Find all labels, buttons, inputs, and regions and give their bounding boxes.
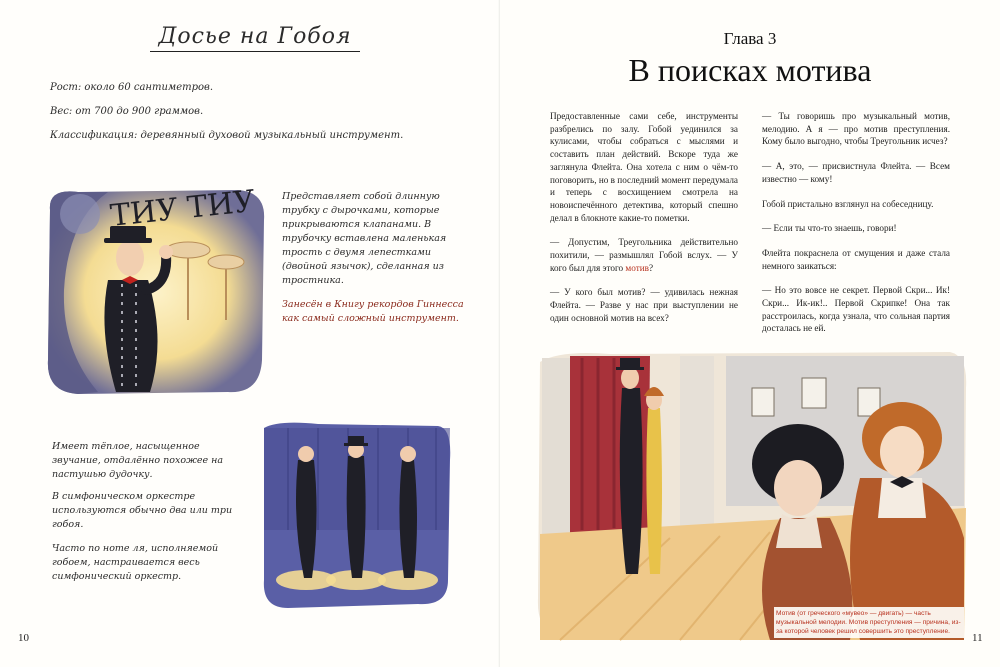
fact-classification: Классификация: деревянный духовой музыкальный инструмент. — [50, 130, 404, 141]
paragraph: — Если ты что-то знаешь, говори! — [762, 223, 897, 234]
right-page — [500, 0, 1000, 667]
paragraph: Предоставленные сами себе, инструменты разбрелись по залу. Гобой уединился за кулисами, чтобы собраться с мыслями и составить план действий. Вскоре туда же заглянула Флейта. Она хотела с ним о чём-то поговорить, но в последний момент передумала и теперь с восхищением смотрела на новоиспечённого детектива, который спешно делал в блокноте какие-то пометки. — [550, 111, 738, 223]
paragraph: — У кого был мотив? — удивилась нежная Флейта. — Разве у нас при выступлении не один основной мотив на всех? — [550, 287, 738, 323]
footnote-motive-definition: Мотив (от греческого «мувео» — двигать) — часть музыкальной мелодии. Мотив преступления — причина, из-за которой человек решил совершить это преступление. — [774, 607, 964, 638]
page-number-right: 11 — [972, 632, 983, 644]
chapter-title: В поисках мотива — [628, 52, 872, 88]
note-orchestra: В симфоническом оркестре используются обычно два или три гобоя. — [52, 491, 233, 530]
paragraph: Флейта покраснела от смущения и даже стала немного заикаться: — [762, 247, 950, 271]
paragraph: — А, это, — присвистнула Флейта. — Всем известно — кому! — [762, 161, 950, 184]
chapter-label: Глава 3 — [723, 29, 777, 48]
fact-height: Рост: около 60 сантиметров. — [50, 82, 214, 93]
three-oboes-illustration — [258, 420, 454, 610]
motive-highlight: мотив — [625, 262, 649, 273]
text-column-1 — [550, 110, 738, 337]
paragraph: — Допустим, Треугольника действительно похитили, — размышлял Гобой вслух. — У кого был для этого мотив? — [550, 237, 738, 273]
page-number-left: 10 — [18, 632, 29, 644]
paragraph: — Ты говоришь про музыкальный мотив, мелодию. А я — про мотив преступления. Кому было выгодно, чтобы Треугольник исчез? — [762, 111, 950, 147]
note-sound: Имеет тёплое, насыщенное звучание, отдалённо похожее на пастушью дудочку. — [52, 441, 224, 480]
oboe-portrait-illustration — [38, 180, 270, 398]
text-column-2 — [762, 110, 950, 347]
dossier-title: Досье на Гобоя — [150, 24, 360, 52]
oboe-description: Представляет собой длинную трубку с дырочками, которые прикрываются клапанами. В трубочку вставлена маленькая трость с двумя лепестками (двойной язычок), сделанная из тростника. — [282, 191, 447, 286]
paragraph: Гобой пристально взглянул на собеседницу. — [762, 198, 934, 209]
sound-lettering: ТИУ ТИУ — [108, 183, 257, 234]
note-tuning: Часто по ноте ля, исполняемой гобоем, настраивается весь симфонический оркестр. — [52, 543, 219, 582]
guinness-record-note: Занесён в Книгу рекордов Гиннесса как самый сложный инструмент. — [282, 299, 464, 324]
fact-weight: Вес: от 700 до 900 граммов. — [50, 106, 204, 117]
backstage-scene-illustration — [530, 348, 970, 644]
paragraph: — Но это вовсе не секрет. Первой Скри... Ик! Скри... Ик-ик!.. Первой Скрипке! Она так расстроилась, когда узнала, что сольная партия досталась не ей. — [762, 285, 950, 334]
